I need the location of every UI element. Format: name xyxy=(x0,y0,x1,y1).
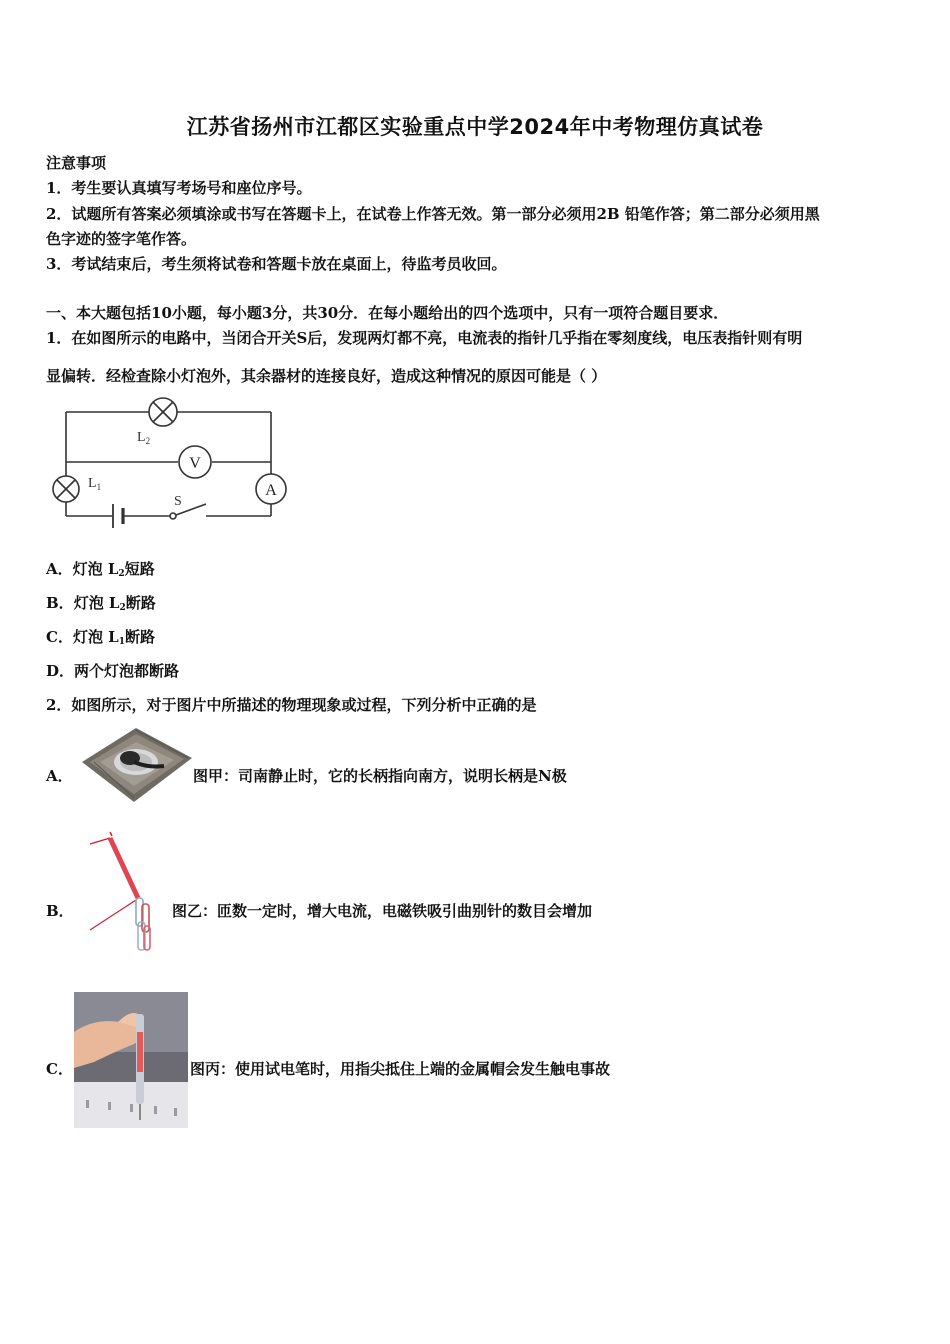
question-2-stem: 2．如图所示，对于图片中所描述的物理现象或过程，下列分析中正确的是 xyxy=(46,696,537,714)
option-letter: D． xyxy=(46,662,75,680)
option-letter: B． xyxy=(46,594,74,612)
option-text: 灯泡 $L_1$断路 xyxy=(72,628,156,647)
option-text: 灯泡 $L_2$断路 xyxy=(73,594,156,613)
q2-option-a-letter: A． xyxy=(46,767,73,785)
q2-option-b-letter: B． xyxy=(46,902,74,920)
q1-option-c[interactable] xyxy=(46,626,155,647)
notice-item: 2．试题所有答案必须填涂或书写在答题卡上，在试卷上作答无效。第一部分必须用2B 铅笔作答；第二部分必须用黑 xyxy=(46,205,820,223)
q2-option-a-text[interactable]: 图甲：司南静止时，它的长柄指向南方，说明长柄是N极 xyxy=(193,767,567,785)
page-title: 江苏省扬州市江都区实验重点中学2024年中考物理仿真试卷 xyxy=(186,115,764,139)
notice-item: 1．考生要认真填写考场号和座位序号。 xyxy=(46,179,312,197)
l2-label: L xyxy=(137,430,146,445)
option-letter: A． xyxy=(46,560,73,578)
q1-option-d[interactable] xyxy=(46,660,179,681)
switch-label: S xyxy=(174,494,182,509)
section-instruction: 一、本大题包括10小题，每小题3分，共30分．在每小题给出的四个选项中，只有一项符合题目要求． xyxy=(46,304,729,322)
notice-item: 3．考试结束后，考生须将试卷和答题卡放在桌面上，待监考员收回。 xyxy=(46,255,507,273)
lamp-l2-icon xyxy=(149,398,177,426)
test-pen-photo-icon xyxy=(74,992,188,1128)
option-text: 两个灯泡都断路 xyxy=(74,662,180,680)
lamp-l1-icon xyxy=(53,476,79,502)
svg-text:L2 xyxy=(137,430,150,446)
electromagnet-photo-icon xyxy=(80,830,160,960)
notice-item: 色字迹的签字笔作答。 xyxy=(46,230,197,248)
circuit-diagram xyxy=(46,392,306,532)
l1-subscript: 1 xyxy=(96,482,102,492)
voltmeter-label: V xyxy=(189,455,201,472)
compass-photo-icon xyxy=(74,722,194,808)
question-1-stem: 1．在如图所示的电路中，当闭合开关S后，发现两灯都不亮，电流表的指针几乎指在零刻度线，电压表指针则有明 xyxy=(46,329,803,347)
option-text: 灯泡 $L_2$短路 xyxy=(72,560,155,579)
l1-label: L xyxy=(88,476,97,491)
q2-option-b-text[interactable]: 图乙：匝数一定时，增大电流，电磁铁吸引曲别针的数目会增加 xyxy=(172,902,593,920)
q2-option-c-text[interactable]: 图丙：使用试电笔时，用指尖抵住上端的金属帽会发生触电事故 xyxy=(190,1060,611,1078)
svg-text:L1 xyxy=(88,476,101,492)
q1-option-b[interactable] xyxy=(46,592,156,613)
notice-heading: 注意事项 xyxy=(46,154,107,172)
ammeter-label: A xyxy=(265,482,277,499)
battery-icon xyxy=(113,504,123,528)
question-1-stem: 显偏转．经检查除小灯泡外，其余器材的连接良好，造成这种情况的原因可能是（ ） xyxy=(46,367,607,385)
q1-option-a[interactable] xyxy=(46,558,155,579)
l2-subscript: 2 xyxy=(145,436,151,446)
q2-option-c-letter: C． xyxy=(46,1060,73,1078)
option-letter: C． xyxy=(46,628,73,646)
